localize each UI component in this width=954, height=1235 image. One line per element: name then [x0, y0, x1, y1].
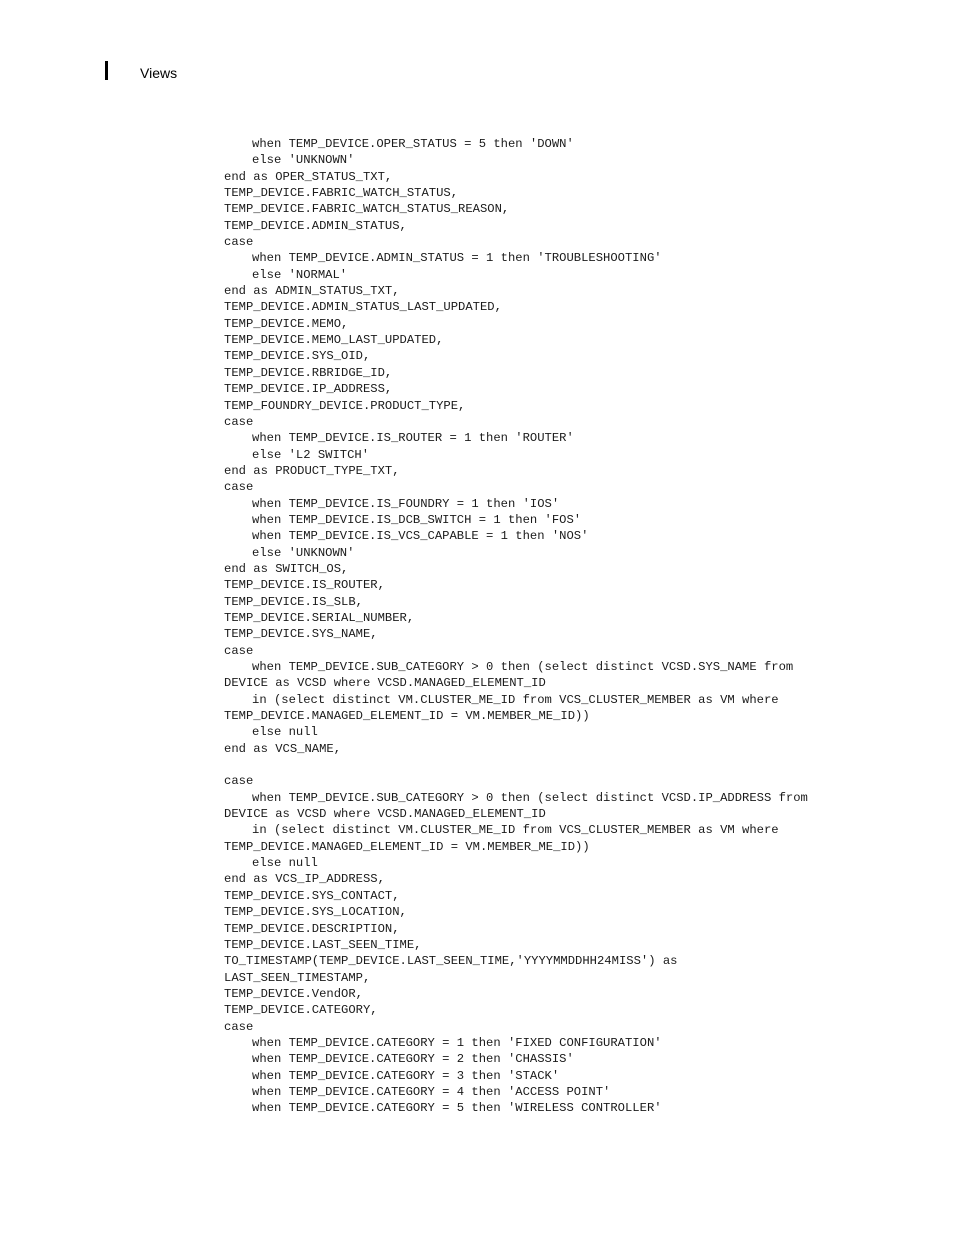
code-line: when TEMP_DEVICE.SUB_CATEGORY > 0 then (select distinct VCSD.SYS_NAME from	[252, 660, 794, 674]
code-line: TEMP_DEVICE.SYS_OID,	[224, 349, 371, 364]
code-line: TEMP_DEVICE.FABRIC_WATCH_STATUS_REASON,	[224, 202, 510, 217]
code-line: when TEMP_DEVICE.ADMIN_STATUS = 1 then 'TROUBLESHOOTING'	[252, 251, 662, 266]
code-line: end as OPER_STATUS_TXT,	[224, 169, 393, 184]
sql-code-block	[224, 136, 924, 1117]
change-bar	[105, 61, 108, 80]
code-line: end as PRODUCT_TYPE_TXT,	[224, 463, 400, 478]
code-line: TEMP_FOUNDRY_DEVICE.PRODUCT_TYPE,	[224, 398, 466, 413]
code-line: else 'UNKNOWN'	[252, 545, 355, 560]
code-line: else 'NORMAL'	[252, 267, 348, 282]
code-line: when TEMP_DEVICE.CATEGORY = 1 then 'FIXED CONFIGURATION'	[252, 1035, 662, 1050]
code-line: TEMP_DEVICE.IS_SLB,	[224, 594, 363, 609]
code-line: TEMP_DEVICE.ADMIN_STATUS_LAST_UPDATED,	[224, 300, 502, 315]
code-line: TEMP_DEVICE.LAST_SEEN_TIME,	[224, 937, 422, 952]
code-line: end as ADMIN_STATUS_TXT,	[224, 284, 400, 299]
code-line: end as SWITCH_OS,	[224, 561, 349, 576]
code-line: TEMP_DEVICE.ADMIN_STATUS,	[224, 218, 407, 233]
code-line: end as VCS_IP_ADDRESS,	[224, 872, 385, 887]
code-line: when TEMP_DEVICE.IS_FOUNDRY = 1 then 'IOS'	[252, 496, 560, 511]
code-line: TEMP_DEVICE.SERIAL_NUMBER,	[224, 610, 415, 625]
code-line: TEMP_DEVICE.MEMO,	[224, 316, 349, 331]
code-line: case	[224, 1019, 254, 1034]
page-header-title: Views	[140, 65, 178, 81]
code-line: TEMP_DEVICE.SYS_NAME,	[224, 627, 378, 642]
code-line: case	[224, 235, 254, 250]
code-line: case	[224, 774, 254, 789]
code-line: DEVICE as VCSD where VCSD.MANAGED_ELEMENT_ID	[224, 676, 546, 691]
code-line: DEVICE as VCSD where VCSD.MANAGED_ELEMENT_ID	[224, 807, 546, 822]
code-line: end as VCS_NAME,	[224, 741, 342, 756]
code-line: LAST_SEEN_TIMESTAMP,	[224, 970, 371, 985]
code-line: when TEMP_DEVICE.IS_VCS_CAPABLE = 1 then 'NOS'	[252, 529, 589, 544]
code-line: when TEMP_DEVICE.CATEGORY = 4 then 'ACCESS POINT'	[252, 1084, 611, 1099]
code-line: else 'UNKNOWN'	[252, 153, 355, 168]
code-line: when TEMP_DEVICE.CATEGORY = 2 then 'CHASSIS'	[252, 1052, 574, 1067]
code-line: when TEMP_DEVICE.IS_ROUTER = 1 then 'ROUTER'	[252, 431, 574, 446]
code-line: TEMP_DEVICE.IP_ADDRESS,	[224, 382, 393, 397]
code-line: TEMP_DEVICE.MANAGED_ELEMENT_ID = VM.MEMBER_ME_ID))	[224, 709, 590, 724]
code-line: TEMP_DEVICE.MANAGED_ELEMENT_ID = VM.MEMBER_ME_ID))	[224, 839, 590, 854]
code-line: else 'L2 SWITCH'	[252, 447, 370, 462]
code-line: else null	[252, 725, 318, 740]
code-line: TEMP_DEVICE.DESCRIPTION,	[224, 921, 400, 936]
code-line: case	[224, 643, 254, 658]
code-line: TEMP_DEVICE.IS_ROUTER,	[224, 578, 385, 593]
code-line: when TEMP_DEVICE.SUB_CATEGORY > 0 then (select distinct VCSD.IP_ADDRESS from	[252, 790, 808, 805]
code-line: case	[224, 414, 254, 429]
code-line: case	[224, 480, 254, 495]
code-line: TEMP_DEVICE.SYS_CONTACT,	[224, 888, 400, 903]
code-line: TEMP_DEVICE.CATEGORY,	[224, 1003, 378, 1018]
code-line: TO_TIMESTAMP(TEMP_DEVICE.LAST_SEEN_TIME,'YYYYMMDDHH24MISS') as	[224, 954, 678, 969]
code-line: in (select distinct VM.CLUSTER_ME_ID from VCS_CLUSTER_MEMBER as VM where	[252, 823, 779, 838]
code-line: TEMP_DEVICE.FABRIC_WATCH_STATUS,	[224, 186, 459, 201]
code-line: when TEMP_DEVICE.CATEGORY = 3 then 'STACK'	[252, 1068, 560, 1083]
code-line	[224, 757, 924, 773]
code-line: TEMP_DEVICE.SYS_LOCATION,	[224, 905, 407, 920]
code-line: else null	[252, 856, 318, 871]
code-line: TEMP_DEVICE.VendOR,	[224, 986, 363, 1001]
code-line: when TEMP_DEVICE.OPER_STATUS = 5 then 'DOWN'	[252, 137, 574, 151]
code-line: when TEMP_DEVICE.CATEGORY = 5 then 'WIRELESS CONTROLLER'	[252, 1101, 662, 1116]
code-line: when TEMP_DEVICE.IS_DCB_SWITCH = 1 then 'FOS'	[252, 512, 582, 527]
code-line: in (select distinct VM.CLUSTER_ME_ID from VCS_CLUSTER_MEMBER as VM where	[252, 692, 779, 707]
code-line: TEMP_DEVICE.MEMO_LAST_UPDATED,	[224, 333, 444, 348]
code-line: TEMP_DEVICE.RBRIDGE_ID,	[224, 365, 393, 380]
